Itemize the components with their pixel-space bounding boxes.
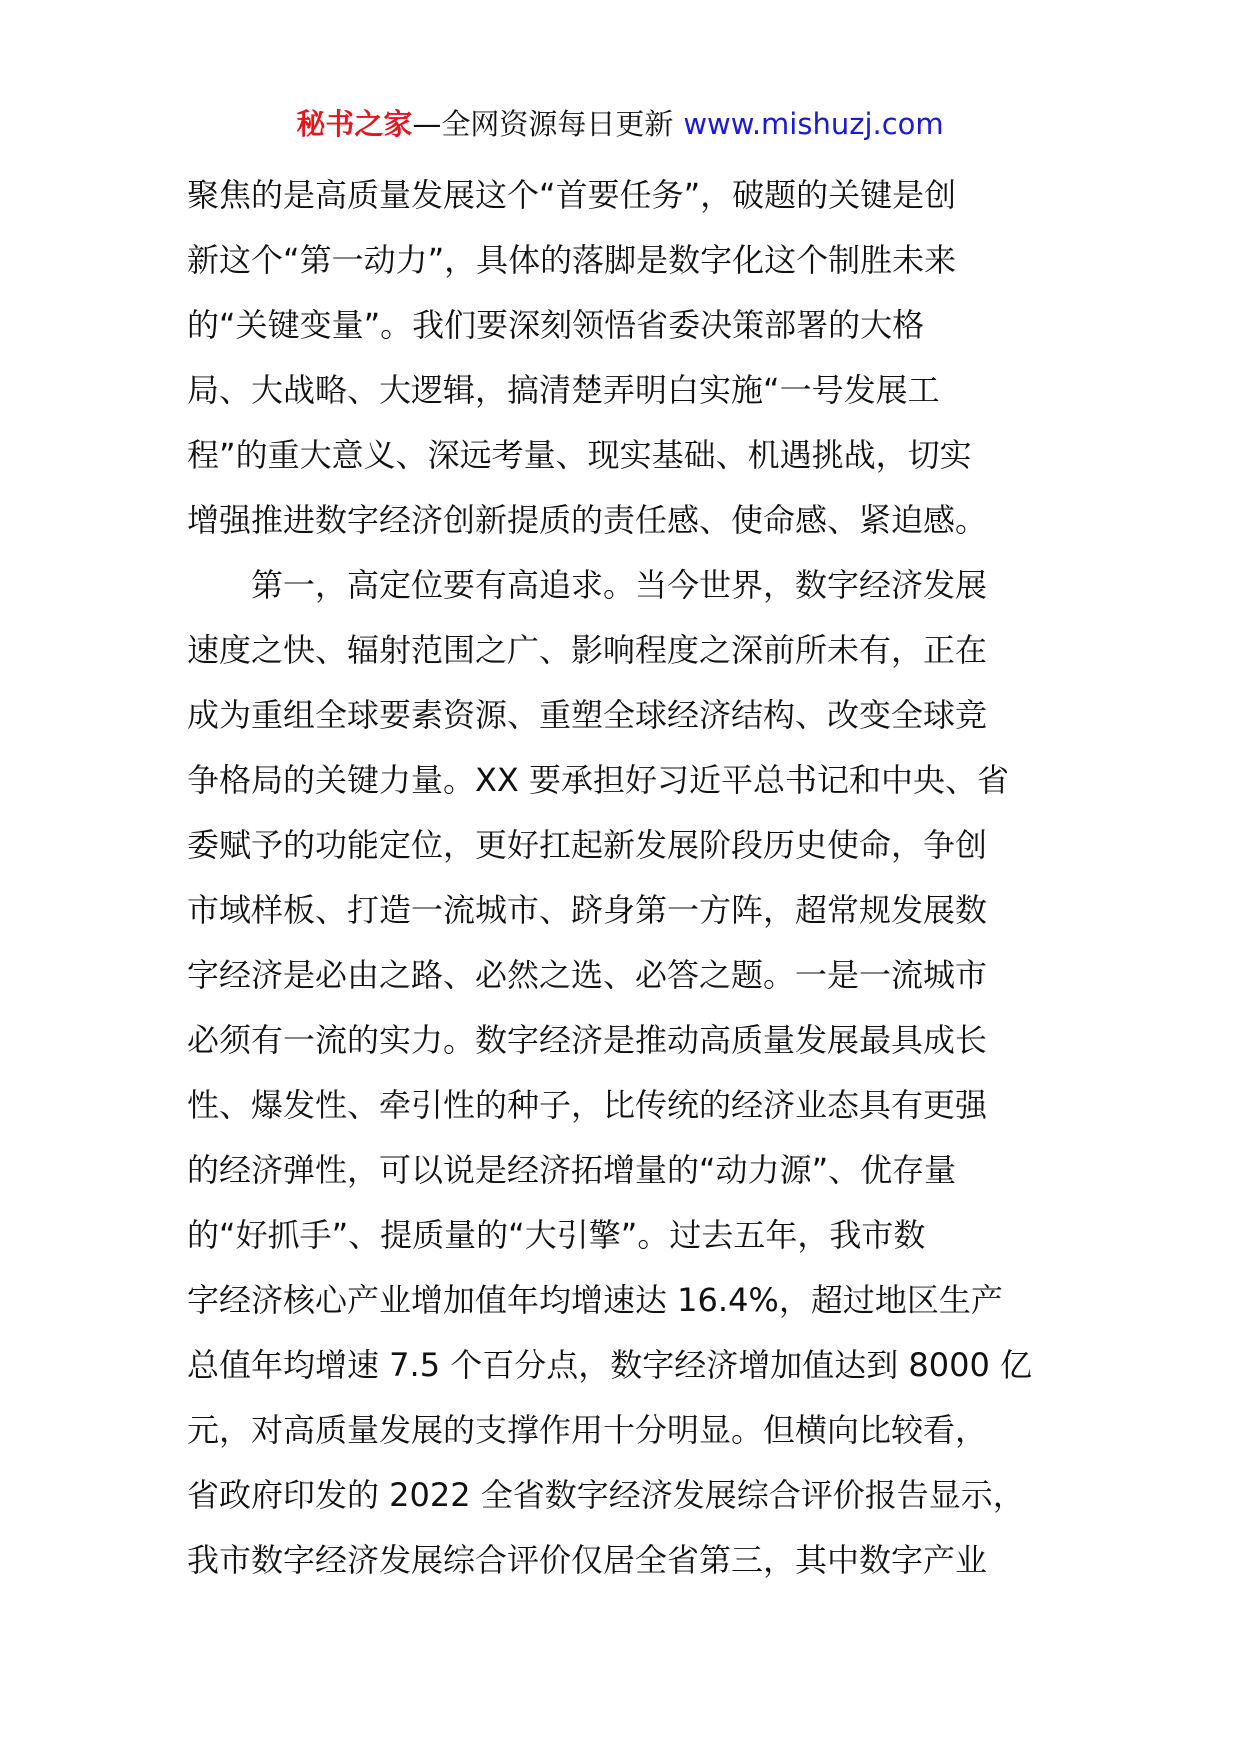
text-line: 委赋予的功能定位，更好扛起新发展阶段历史使命，争创 (187, 826, 988, 864)
text-line: 速度之快、辐射范围之广、影响程度之深前所未有，正在 (187, 631, 988, 669)
text-line: 的经济弹性，可以说是经济拓增量的“动力源”、优存量 (187, 1151, 957, 1189)
text-line: 增强推进数字经济创新提质的责任感、使命感、紧迫感。 (187, 501, 988, 539)
page-header (0, 100, 1240, 148)
text-line: 必须有一流的实力。数字经济是推动高质量发展最具成长 (187, 1021, 988, 1059)
text-line: 我市数字经济发展综合评价仅居全省第三，其中数字产业 (187, 1541, 988, 1579)
text-line: 第一，高定位要有高追求。当今世界，数字经济发展 (187, 566, 988, 604)
text-line: 字经济是必由之路、必然之选、必答之题。一是一流城市 (187, 956, 988, 994)
text-line: 性、爆发性、牵引性的种子，比传统的经济业态具有更强 (187, 1086, 988, 1124)
text-line: 聚焦的是高质量发展这个“首要任务”，破题的关键是创 (187, 176, 957, 214)
text-line: 市域样板、打造一流城市、跻身第一方阵，超常规发展数 (187, 891, 988, 929)
site-url-link[interactable]: www.mishuzj.com (683, 107, 944, 141)
text-line: 字经济核心产业增加值年均增速达 16.4%，超过地区生产 (187, 1281, 1003, 1319)
brand-name: 秘书之家 (296, 107, 413, 141)
text-line: 元，对高质量发展的支撑作用十分明显。但横向比较看， (187, 1411, 988, 1449)
document-body (187, 163, 1057, 1593)
header-slogan: —全网资源每日更新 (412, 107, 674, 141)
text-line: 争格局的关键力量。XX 要承担好习近平总书记和中央、省 (187, 761, 1010, 799)
text-line: 新这个“第一动力”，具体的落脚是数字化这个制胜未来 (187, 241, 957, 279)
text-line: 局、大战略、大逻辑，搞清楚弄明白实施“一号发展工 (187, 371, 940, 409)
text-line: 程”的重大意义、深远考量、现实基础、机遇挑战，切实 (187, 436, 972, 474)
text-line: 的“关键变量”。我们要深刻领悟省委决策部署的大格 (187, 306, 925, 344)
text-line: 总值年均增速 7.5 个百分点，数字经济增加值达到 8000 亿 (187, 1346, 1033, 1384)
text-line: 省政府印发的 2022 全省数字经济发展综合评价报告显示， (187, 1476, 1025, 1514)
text-line: 的“好抓手”、提质量的“大引擎”。过去五年，我市数 (187, 1216, 926, 1254)
text-line: 成为重组全球要素资源、重塑全球经济结构、改变全球竞 (187, 696, 988, 734)
